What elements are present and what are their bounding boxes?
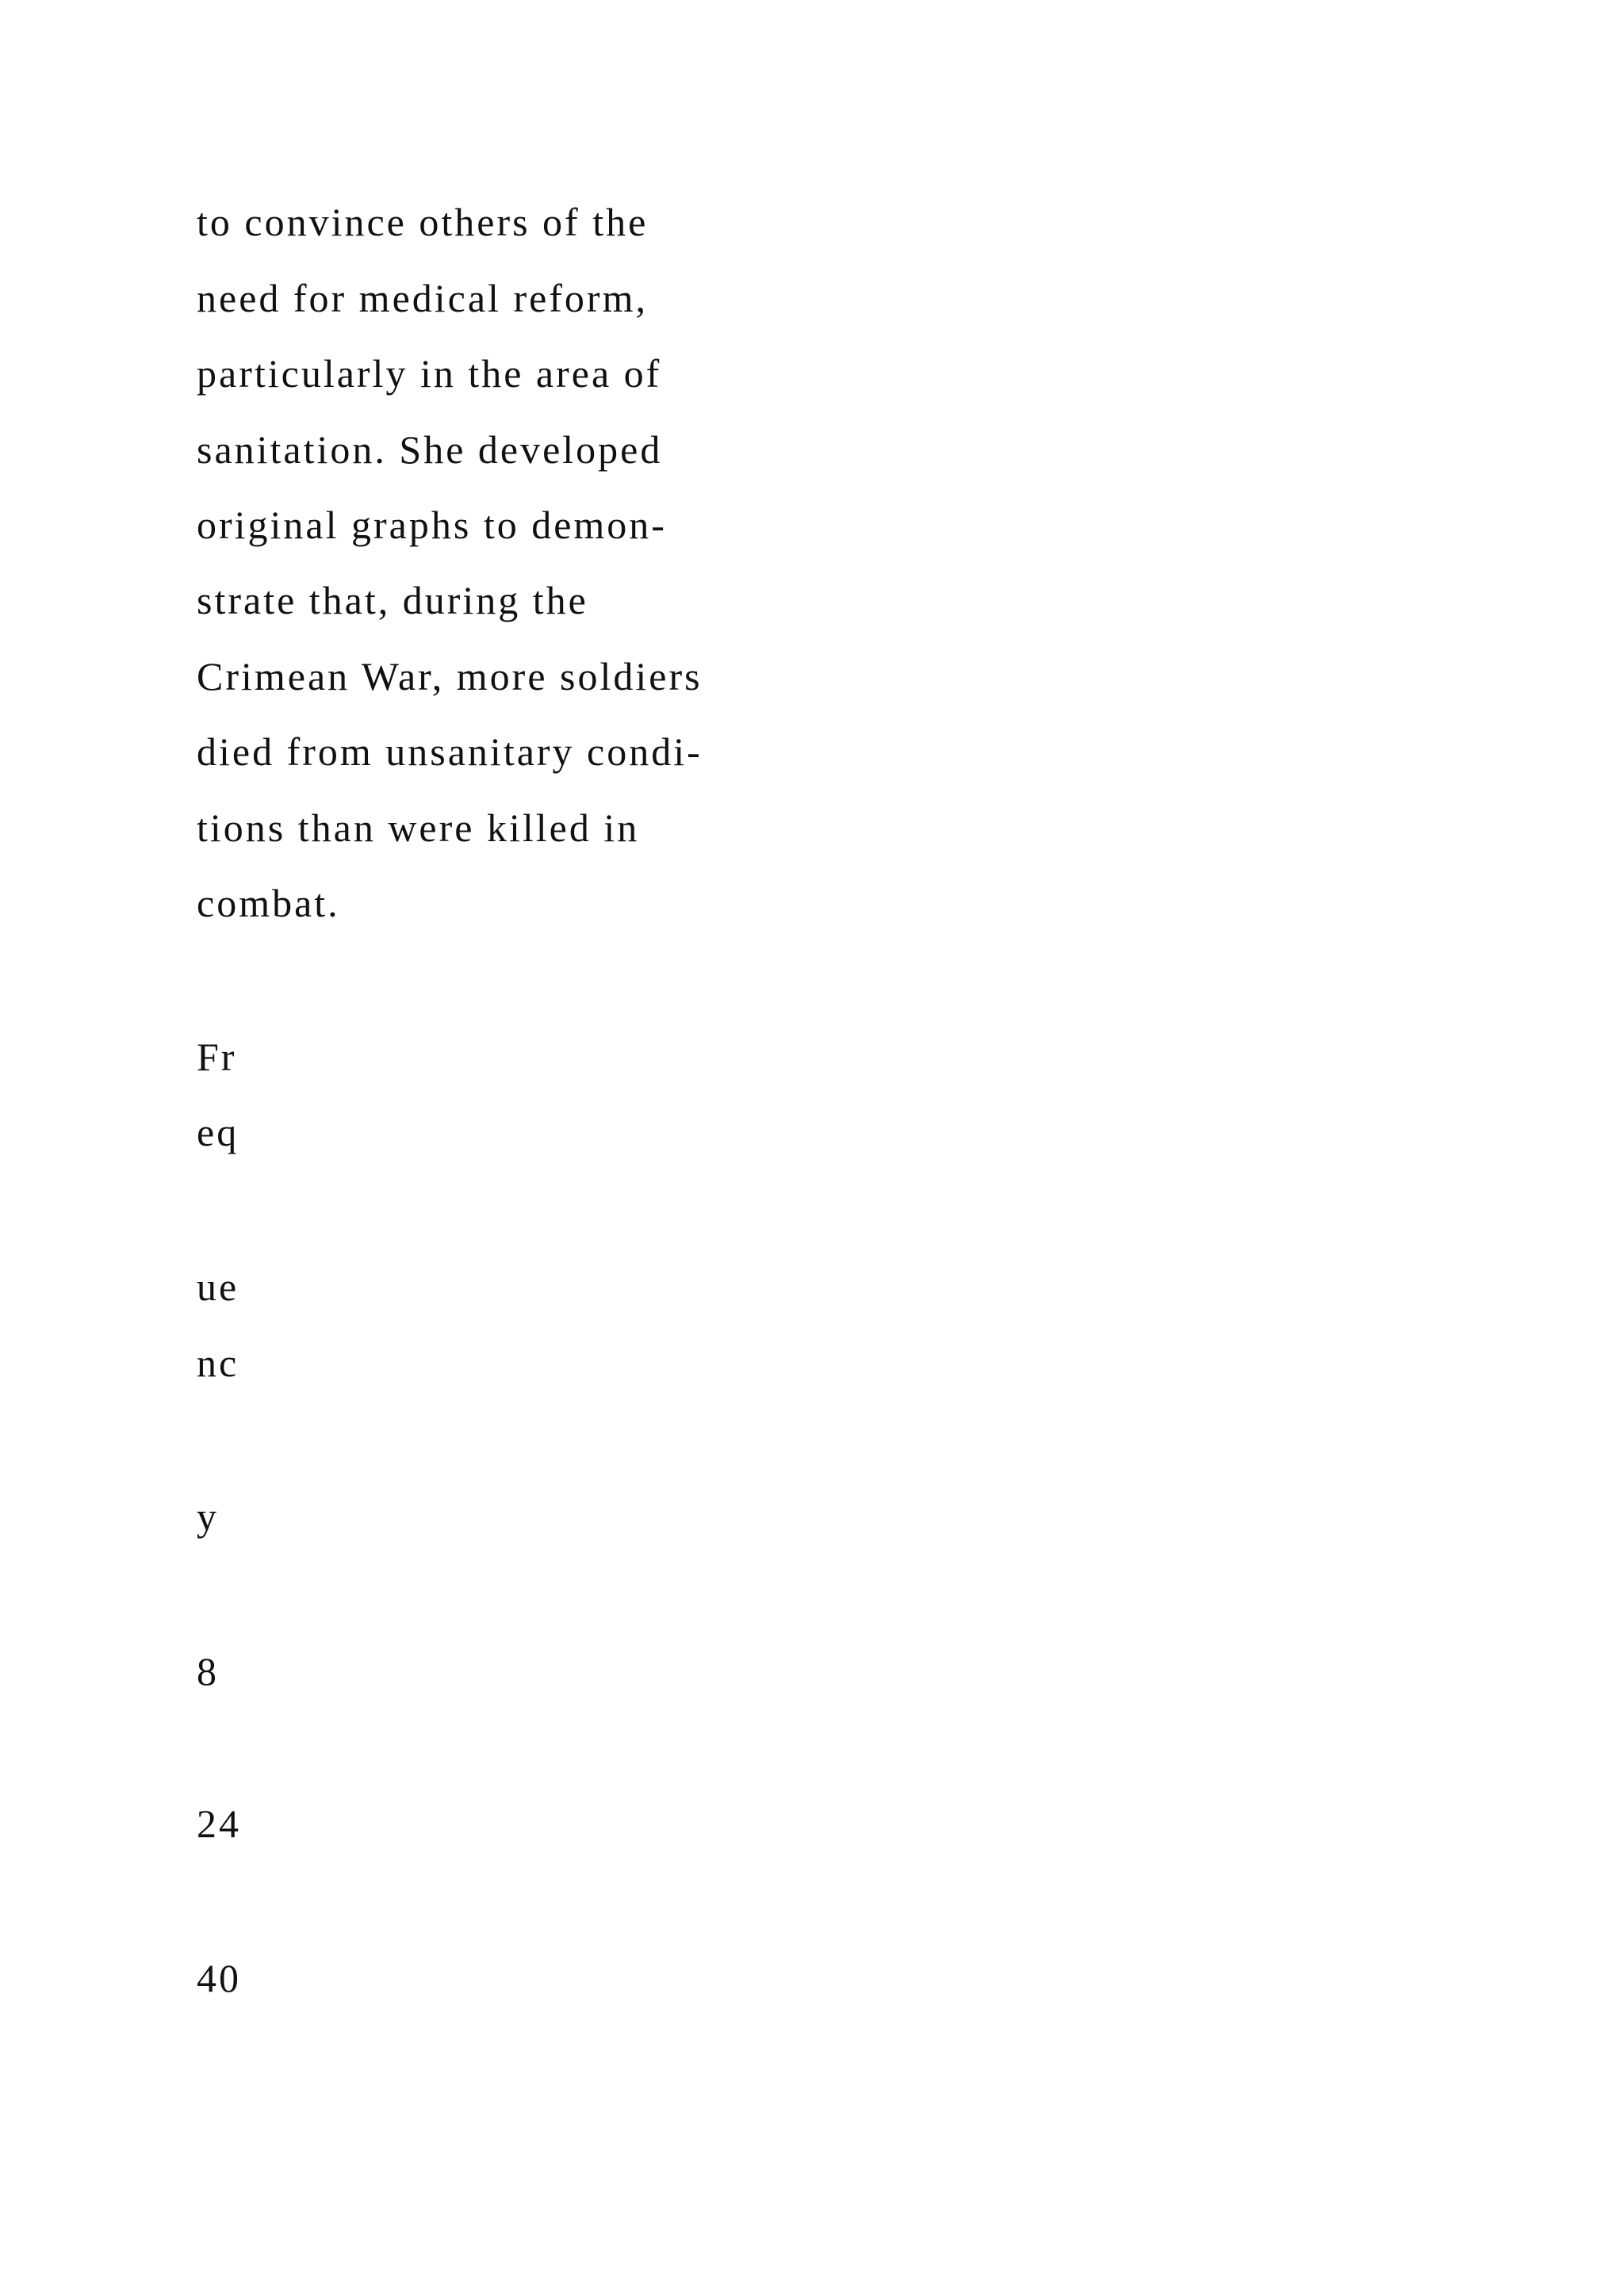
fragment-text: nc (197, 1341, 239, 1385)
fragment-text: eq (197, 1110, 239, 1154)
paragraph-line: need for medical reform, (197, 276, 648, 320)
fragment-text: ue (197, 1265, 239, 1309)
paragraph-line: died from unsanitary condi- (197, 729, 703, 774)
paragraph-line: strate that, during the (197, 578, 588, 622)
fragment-number: 8 (197, 1649, 219, 1693)
paragraph-line: to convince others of the (197, 200, 649, 244)
paragraph-line: sanitation. She developed (197, 427, 663, 472)
paragraph-line: original graphs to demon- (197, 503, 667, 547)
fragment-number: 40 (197, 1956, 241, 2000)
fragment-number: 24 (197, 1801, 241, 1846)
paragraph-line: combat. (197, 881, 340, 925)
paragraph-line: tions than were killed in (197, 806, 640, 850)
fragment-text: Fr (197, 1035, 237, 1079)
fragment-text: y (197, 1494, 219, 1539)
paragraph-line: particularly in the area of (197, 351, 662, 396)
paragraph-line: Crimean War, more soldiers (197, 654, 703, 698)
